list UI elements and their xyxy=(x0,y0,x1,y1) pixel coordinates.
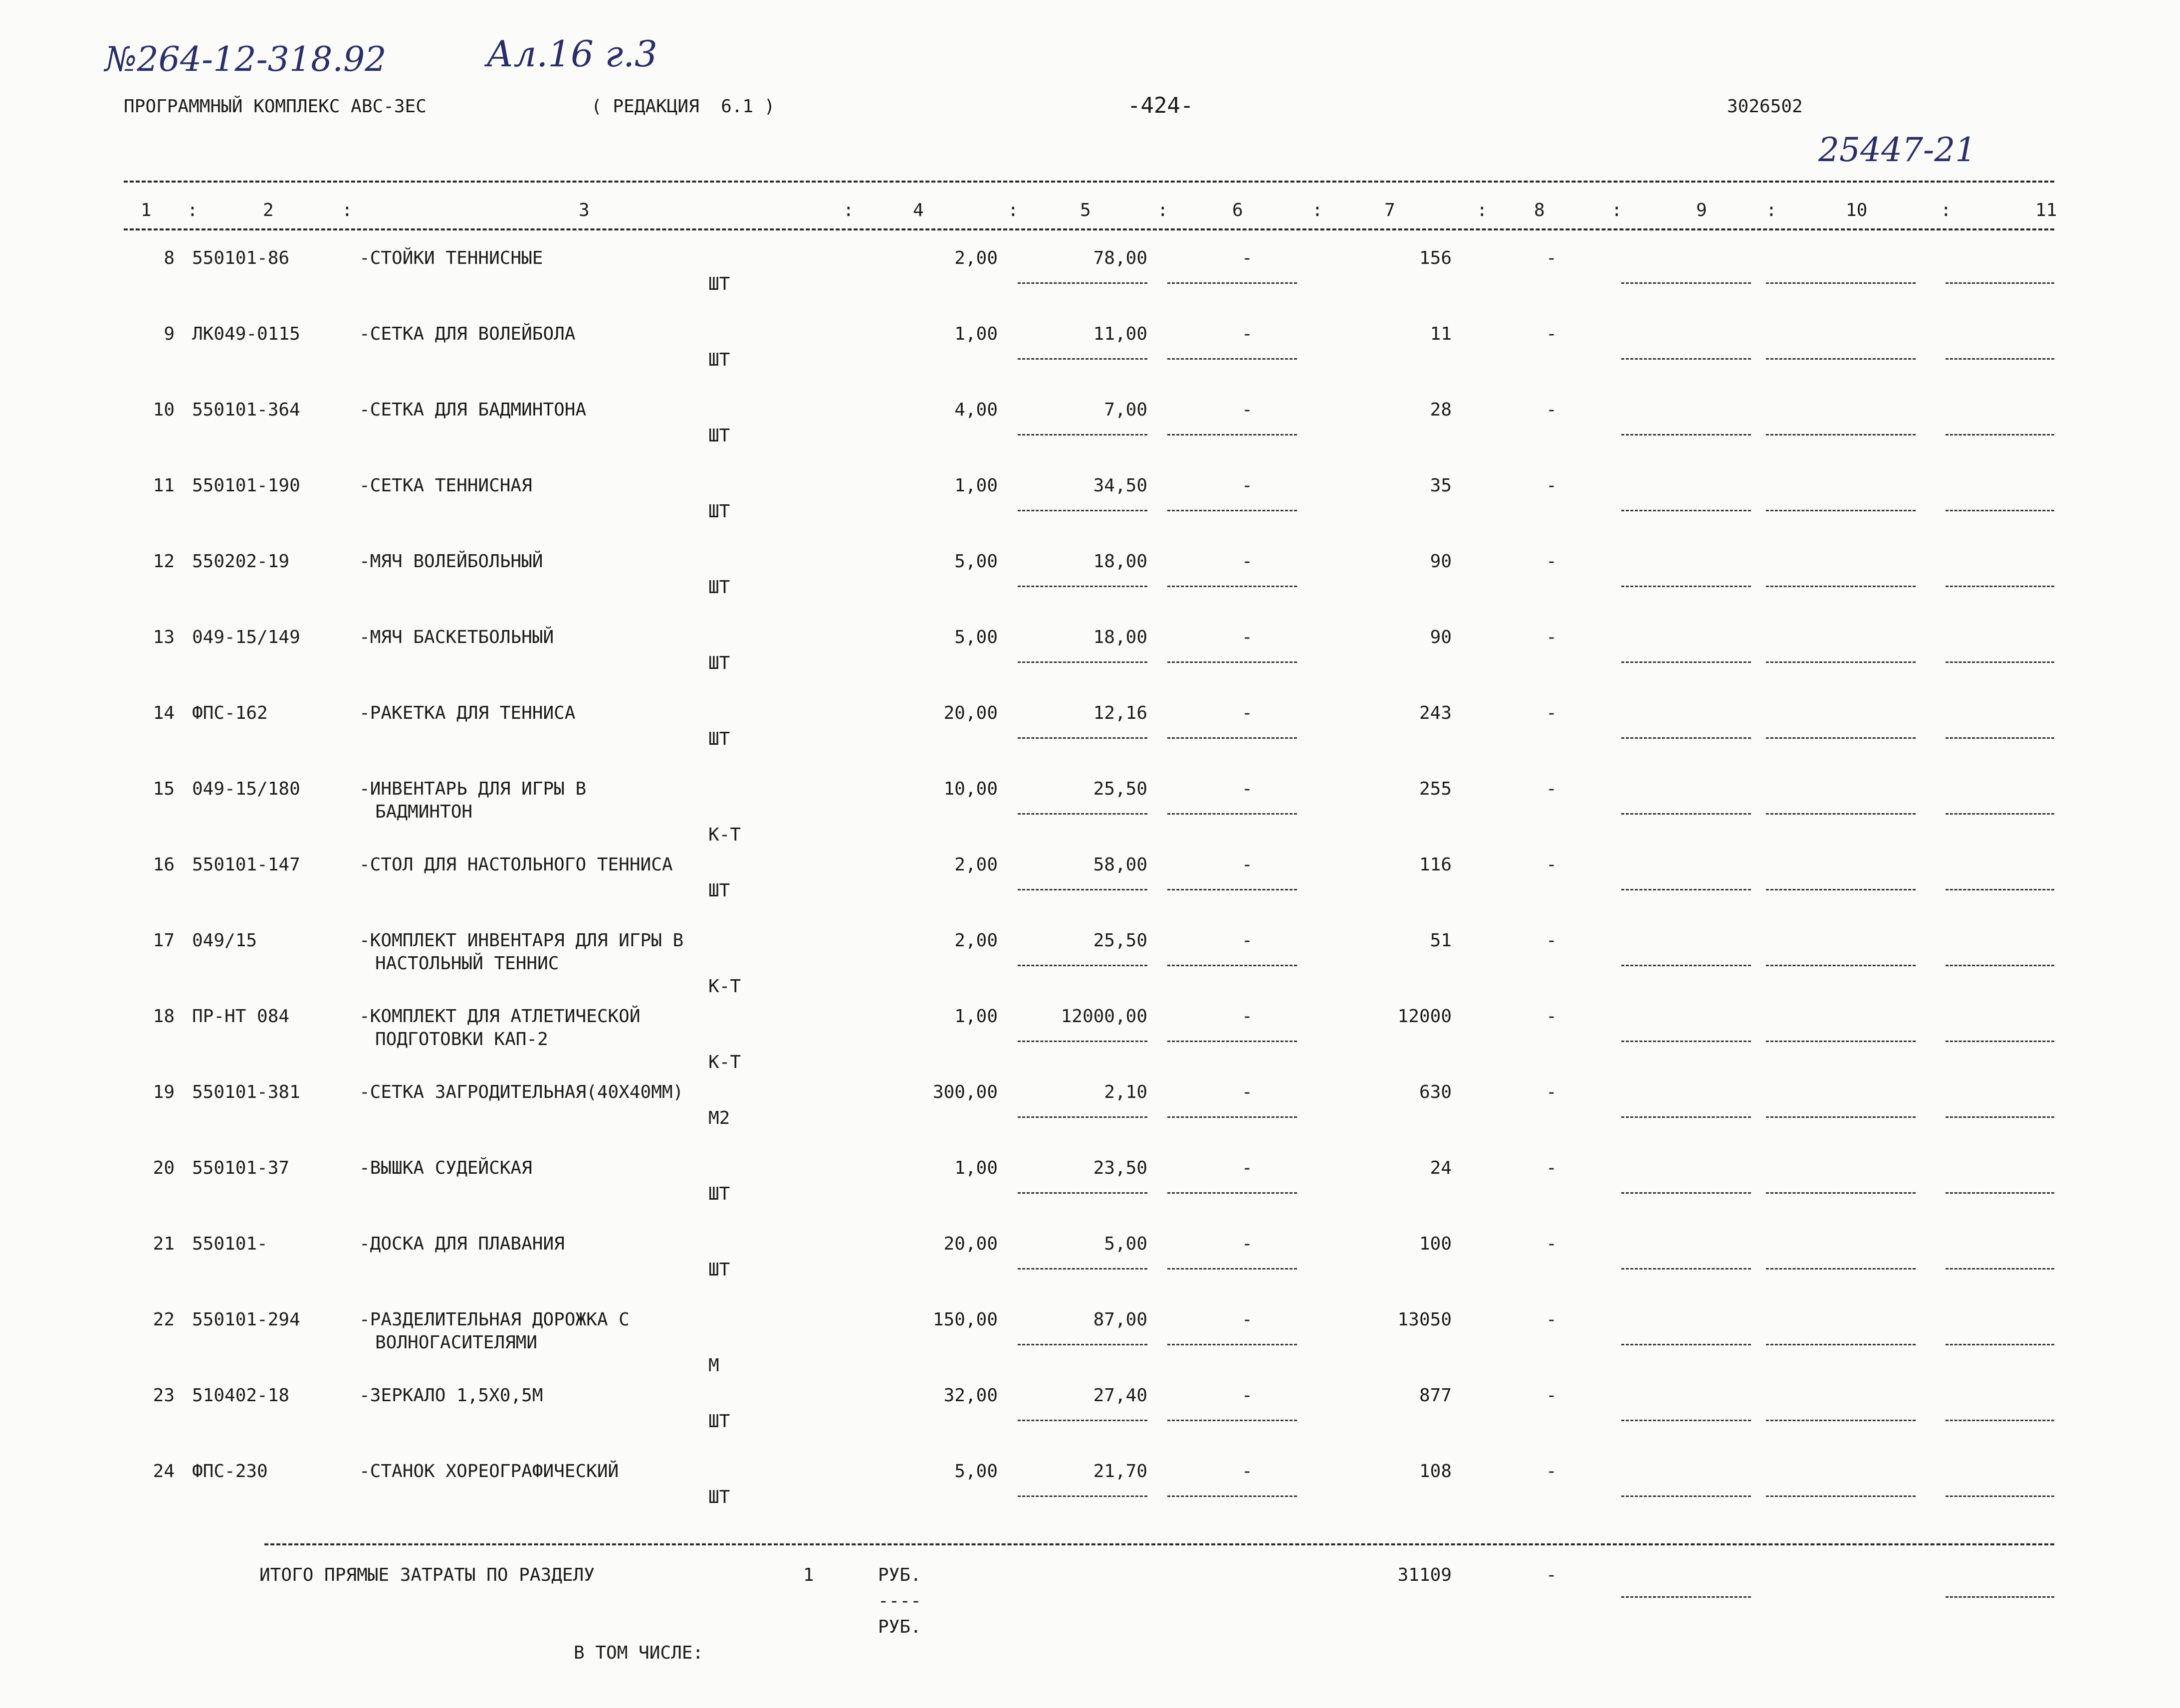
row-name: -КОМПЛЕКТ ДЛЯ АТЛЕТИЧЕСКОЙ xyxy=(359,1006,641,1027)
row-number: 13 xyxy=(153,627,175,647)
totals-section: 1 xyxy=(803,1565,814,1585)
row-quantity: 5,00 xyxy=(954,627,998,647)
row-code: 550101-37 xyxy=(192,1158,290,1178)
row-underline xyxy=(1766,661,1916,663)
row-col8: - xyxy=(1546,854,1557,875)
column-header-9: 9 xyxy=(1696,200,1707,220)
row-col6: - xyxy=(1242,1309,1253,1330)
row-col8: - xyxy=(1546,703,1557,723)
row-name: -СЕТКА ТЕННИСНАЯ xyxy=(359,475,532,496)
row-col8: - xyxy=(1546,1006,1557,1027)
row-name: -РАЗДЕЛИТЕЛЬНАЯ ДОРОЖКА С xyxy=(359,1309,630,1330)
row-underline xyxy=(1018,358,1147,360)
row-price: 2,10 xyxy=(1104,1082,1147,1102)
row-underline xyxy=(1621,586,1751,587)
column-separator: : xyxy=(1157,200,1168,220)
handwritten-order-number: №264-12-318.92 xyxy=(105,40,387,79)
row-quantity: 5,00 xyxy=(954,1461,998,1482)
row-name: -СЕТКА ДЛЯ БАДМИНТОНА xyxy=(359,400,587,420)
row-number: 9 xyxy=(164,324,175,344)
row-quantity: 1,00 xyxy=(954,1006,998,1027)
row-underline xyxy=(1621,434,1751,435)
row-total: 11 xyxy=(1430,324,1452,344)
row-underline xyxy=(1018,889,1147,890)
row-quantity: 1,00 xyxy=(954,1158,998,1178)
row-underline xyxy=(1621,661,1751,663)
row-unit: ШТ xyxy=(708,729,730,749)
totals-col9-rule xyxy=(1621,1596,1751,1598)
column-separator: : xyxy=(1766,200,1777,220)
row-code: ФПС-230 xyxy=(192,1461,268,1482)
row-underline xyxy=(1766,737,1916,739)
row-underline xyxy=(1766,1041,1916,1042)
row-underline xyxy=(1167,1041,1297,1042)
row-quantity: 2,00 xyxy=(954,854,998,875)
row-price: 25,50 xyxy=(1093,779,1147,799)
handwritten-stamp-number: 25447-21 xyxy=(1818,131,1976,169)
row-underline xyxy=(1946,1344,2054,1345)
row-quantity: 300,00 xyxy=(932,1082,998,1102)
row-name: -МЯЧ ВОЛЕЙБОЛЬНЫЙ xyxy=(359,551,543,572)
row-underline xyxy=(1766,965,1916,966)
row-quantity: 4,00 xyxy=(954,400,998,420)
row-number: 22 xyxy=(153,1309,175,1330)
row-col6: - xyxy=(1242,1082,1253,1102)
row-unit: M2 xyxy=(708,1108,730,1128)
row-col6: - xyxy=(1242,551,1253,572)
row-price: 5,00 xyxy=(1104,1234,1147,1254)
row-code: 550101-364 xyxy=(192,400,300,420)
row-unit: ШТ xyxy=(708,501,730,522)
row-underline xyxy=(1018,1420,1147,1421)
row-unit: ШТ xyxy=(708,426,730,446)
row-total: 90 xyxy=(1430,627,1452,647)
row-col6: - xyxy=(1242,779,1253,799)
row-quantity: 20,00 xyxy=(943,1234,998,1254)
document-code: 3026502 xyxy=(1727,96,1803,117)
row-underline xyxy=(1621,889,1751,890)
row-underline xyxy=(1946,1420,2054,1421)
handwritten-album: Ал.16 г.3 xyxy=(486,33,657,75)
row-price: 11,00 xyxy=(1093,324,1147,344)
row-underline xyxy=(1621,965,1751,966)
row-underline xyxy=(1621,1344,1751,1345)
column-separator: : xyxy=(1941,200,1952,220)
row-underline xyxy=(1946,889,2054,890)
row-col6: - xyxy=(1242,1234,1253,1254)
row-total: 24 xyxy=(1430,1158,1452,1178)
row-number: 11 xyxy=(153,475,175,496)
row-underline xyxy=(1621,1041,1751,1042)
totals-col11-rule xyxy=(1946,1596,2054,1598)
row-underline xyxy=(1766,434,1916,435)
row-underline xyxy=(1167,1420,1297,1421)
row-underline xyxy=(1167,737,1297,739)
row-col6: - xyxy=(1242,854,1253,875)
row-name: -СЕТКА ЗАГРОДИТЕЛЬНАЯ(40X40MM) xyxy=(359,1082,684,1102)
row-quantity: 1,00 xyxy=(954,324,998,344)
row-col8: - xyxy=(1546,400,1557,420)
row-underline xyxy=(1946,358,2054,360)
row-underline xyxy=(1766,813,1916,815)
row-name: БАДМИНТОН xyxy=(375,802,473,822)
row-underline xyxy=(1946,1116,2054,1118)
totals-col8: - xyxy=(1546,1565,1557,1585)
row-unit: ШТ xyxy=(708,350,730,370)
row-unit: ШТ xyxy=(708,1260,730,1280)
row-underline xyxy=(1946,586,2054,587)
row-underline xyxy=(1766,358,1916,360)
column-header-11: 11 xyxy=(2035,200,2057,220)
row-col8: - xyxy=(1546,1158,1557,1178)
row-number: 21 xyxy=(153,1234,175,1254)
row-underline xyxy=(1167,889,1297,890)
row-underline xyxy=(1946,510,2054,511)
row-name: ВОЛНОГАСИТЕЛЯМИ xyxy=(375,1332,538,1353)
row-quantity: 32,00 xyxy=(943,1385,998,1406)
row-underline xyxy=(1018,813,1147,815)
row-underline xyxy=(1018,661,1147,663)
row-number: 19 xyxy=(153,1082,175,1102)
row-unit: М xyxy=(708,1355,719,1376)
row-price: 7,00 xyxy=(1104,400,1147,420)
totals-label: ИТОГО ПРЯМЫЕ ЗАТРАТЫ ПО РАЗДЕЛУ xyxy=(259,1565,595,1585)
row-price: 27,40 xyxy=(1093,1385,1147,1406)
row-underline xyxy=(1621,737,1751,739)
row-number: 15 xyxy=(153,779,175,799)
row-underline xyxy=(1946,434,2054,435)
row-number: 12 xyxy=(153,551,175,572)
column-separator: : xyxy=(1611,200,1622,220)
row-underline xyxy=(1766,1495,1916,1497)
column-separator: : xyxy=(1477,200,1488,220)
row-unit: ШТ xyxy=(708,274,730,294)
row-underline xyxy=(1167,965,1297,966)
row-col6: - xyxy=(1242,400,1253,420)
row-name: -ЗЕРКАЛО 1,5X0,5M xyxy=(359,1385,543,1406)
row-code: 049/15 xyxy=(192,930,257,951)
row-quantity: 5,00 xyxy=(954,551,998,572)
row-total: 243 xyxy=(1419,703,1452,723)
row-underline xyxy=(1167,434,1297,435)
row-total: 116 xyxy=(1419,854,1452,875)
row-code: 510402-18 xyxy=(192,1385,290,1406)
row-underline xyxy=(1167,1344,1297,1345)
row-underline xyxy=(1167,661,1297,663)
row-underline xyxy=(1766,1344,1916,1345)
row-unit: К-Т xyxy=(708,825,741,845)
row-col6: - xyxy=(1242,1461,1253,1482)
column-header-6: 6 xyxy=(1232,200,1243,220)
row-underline xyxy=(1621,1420,1751,1421)
row-number: 10 xyxy=(153,400,175,420)
row-col6: - xyxy=(1242,248,1253,268)
row-underline xyxy=(1167,1495,1297,1497)
totals-currency-2: РУБ. xyxy=(878,1617,921,1637)
row-unit: К-Т xyxy=(708,1052,741,1072)
row-name: -СТОЛ ДЛЯ НАСТОЛЬНОГО ТЕННИСА xyxy=(359,854,673,875)
row-name: -СТОЙКИ ТЕННИСНЫЕ xyxy=(359,248,543,268)
row-number: 23 xyxy=(153,1385,175,1406)
column-header-7: 7 xyxy=(1384,200,1395,220)
row-quantity: 20,00 xyxy=(943,703,998,723)
row-underline xyxy=(1946,737,2054,739)
row-underline xyxy=(1766,889,1916,890)
row-code: ПР-НТ 084 xyxy=(192,1006,290,1027)
row-code: 049-15/149 xyxy=(192,627,300,647)
row-underline xyxy=(1621,1495,1751,1497)
row-price: 34,50 xyxy=(1093,475,1147,496)
row-total: 630 xyxy=(1419,1082,1452,1102)
row-price: 25,50 xyxy=(1093,930,1147,951)
row-name: -ВЫШКА СУДЕЙСКАЯ xyxy=(359,1158,532,1178)
row-underline xyxy=(1018,1495,1147,1497)
row-underline xyxy=(1766,586,1916,587)
row-total: 156 xyxy=(1419,248,1452,268)
row-code: ЛК049-0115 xyxy=(192,324,300,344)
row-underline xyxy=(1167,1268,1297,1270)
row-underline xyxy=(1766,510,1916,511)
row-col8: - xyxy=(1546,1385,1557,1406)
row-underline xyxy=(1946,282,2054,284)
row-total: 100 xyxy=(1419,1234,1452,1254)
row-unit: ШТ xyxy=(708,653,730,673)
program-edition: ( РЕДАКЦИЯ 6.1 ) xyxy=(591,96,775,117)
row-col6: - xyxy=(1242,1158,1253,1178)
row-underline xyxy=(1018,586,1147,587)
row-col6: - xyxy=(1242,475,1253,496)
row-code: 550101- xyxy=(192,1234,268,1254)
row-total: 90 xyxy=(1430,551,1452,572)
row-underline xyxy=(1018,1116,1147,1118)
row-name: -СТАНОК ХОРЕОГРАФИЧЕСКИЙ xyxy=(359,1461,619,1482)
row-underline xyxy=(1946,661,2054,663)
row-price: 12000,00 xyxy=(1061,1006,1147,1027)
row-underline xyxy=(1946,1041,2054,1042)
row-name: ПОДГОТОВКИ КАП-2 xyxy=(375,1029,548,1050)
row-number: 14 xyxy=(153,703,175,723)
column-header-3: 3 xyxy=(579,200,590,220)
row-total: 108 xyxy=(1419,1461,1452,1482)
row-total: 877 xyxy=(1419,1385,1452,1406)
row-name: -ИНВЕНТАРЬ ДЛЯ ИГРЫ В xyxy=(359,779,587,799)
row-col8: - xyxy=(1546,551,1557,572)
row-underline xyxy=(1621,1192,1751,1194)
row-underline xyxy=(1167,813,1297,815)
row-underline xyxy=(1167,1192,1297,1194)
row-number: 20 xyxy=(153,1158,175,1178)
row-col8: - xyxy=(1546,930,1557,951)
row-underline xyxy=(1946,813,2054,815)
row-total: 255 xyxy=(1419,779,1452,799)
row-underline xyxy=(1018,1268,1147,1270)
row-underline xyxy=(1621,1116,1751,1118)
column-header-8: 8 xyxy=(1534,200,1545,220)
row-name: -РАКЕТКА ДЛЯ ТЕННИСА xyxy=(359,703,576,723)
row-total: 51 xyxy=(1430,930,1452,951)
row-price: 18,00 xyxy=(1093,627,1147,647)
row-underline xyxy=(1018,1344,1147,1345)
row-price: 58,00 xyxy=(1093,854,1147,875)
row-col8: - xyxy=(1546,475,1557,496)
row-underline xyxy=(1018,1041,1147,1042)
column-header-4: 4 xyxy=(913,200,924,220)
row-code: 550101-86 xyxy=(192,248,290,268)
column-header-2: 2 xyxy=(263,200,274,220)
row-quantity: 2,00 xyxy=(954,930,998,951)
column-separator: : xyxy=(843,200,854,220)
row-quantity: 10,00 xyxy=(943,779,998,799)
row-code: 550202-19 xyxy=(192,551,290,572)
row-underline xyxy=(1167,358,1297,360)
row-col8: - xyxy=(1546,1234,1557,1254)
row-name: -ДОСКА ДЛЯ ПЛАВАНИЯ xyxy=(359,1234,565,1254)
row-name: -СЕТКА ДЛЯ ВОЛЕЙБОЛА xyxy=(359,324,576,344)
row-price: 18,00 xyxy=(1093,551,1147,572)
totals-rule xyxy=(264,1543,2054,1545)
row-number: 17 xyxy=(153,930,175,951)
row-col6: - xyxy=(1242,1006,1253,1027)
row-underline xyxy=(1946,965,2054,966)
row-underline xyxy=(1621,1268,1751,1270)
row-quantity: 2,00 xyxy=(954,248,998,268)
row-col8: - xyxy=(1546,627,1557,647)
header-rule-top xyxy=(124,181,2054,183)
row-underline xyxy=(1621,510,1751,511)
column-header-10: 10 xyxy=(1846,200,1868,220)
column-separator: : xyxy=(342,200,353,220)
row-code: ФПС-162 xyxy=(192,703,268,723)
row-underline xyxy=(1946,1495,2054,1497)
row-col8: - xyxy=(1546,779,1557,799)
column-header-5: 5 xyxy=(1080,200,1091,220)
row-price: 12,16 xyxy=(1093,703,1147,723)
row-code: 550101-294 xyxy=(192,1309,300,1330)
row-underline xyxy=(1018,434,1147,435)
row-code: 550101-190 xyxy=(192,475,300,496)
row-name: -КОМПЛЕКТ ИНВЕНТАРЯ ДЛЯ ИГРЫ В xyxy=(359,930,684,951)
totals-amount: 31109 xyxy=(1397,1565,1452,1585)
row-underline xyxy=(1946,1268,2054,1270)
totals-including: В ТОМ ЧИСЛЕ: xyxy=(574,1643,704,1663)
row-total: 13050 xyxy=(1397,1309,1452,1330)
page-number: -424- xyxy=(1127,93,1194,118)
row-col8: - xyxy=(1546,1082,1557,1102)
row-underline xyxy=(1167,282,1297,284)
row-underline xyxy=(1946,1192,2054,1194)
row-underline xyxy=(1766,282,1916,284)
row-underline xyxy=(1621,813,1751,815)
row-unit: ШТ xyxy=(708,577,730,598)
row-unit: ШТ xyxy=(708,880,730,901)
row-quantity: 150,00 xyxy=(932,1309,998,1330)
row-col6: - xyxy=(1242,324,1253,344)
row-underline xyxy=(1167,510,1297,511)
row-total: 35 xyxy=(1430,475,1452,496)
row-underline xyxy=(1018,737,1147,739)
column-header-1: 1 xyxy=(141,200,152,220)
row-code: 550101-147 xyxy=(192,854,300,875)
column-separator: : xyxy=(1008,200,1019,220)
row-unit: ШТ xyxy=(708,1487,730,1507)
column-separator: : xyxy=(1312,200,1323,220)
row-number: 8 xyxy=(164,248,175,268)
row-underline xyxy=(1167,1116,1297,1118)
row-underline xyxy=(1018,1192,1147,1194)
header-rule-bottom xyxy=(124,228,2054,230)
row-underline xyxy=(1766,1192,1916,1194)
program-title: ПРОГРАММНЫЙ КОМПЛЕКС АВС-3ЕС xyxy=(124,96,427,117)
row-price: 87,00 xyxy=(1093,1309,1147,1330)
row-unit: К-Т xyxy=(708,976,741,997)
totals-currency: РУБ. xyxy=(878,1565,921,1585)
row-code: 049-15/180 xyxy=(192,779,300,799)
row-underline xyxy=(1018,965,1147,966)
row-underline xyxy=(1167,586,1297,587)
row-col8: - xyxy=(1546,248,1557,268)
row-number: 18 xyxy=(153,1006,175,1027)
row-total: 28 xyxy=(1430,400,1452,420)
row-unit: ШТ xyxy=(708,1184,730,1204)
row-unit: ШТ xyxy=(708,1411,730,1432)
row-price: 23,50 xyxy=(1093,1158,1147,1178)
row-col8: - xyxy=(1546,324,1557,344)
row-col6: - xyxy=(1242,930,1253,951)
row-underline xyxy=(1621,282,1751,284)
row-col8: - xyxy=(1546,1309,1557,1330)
row-col6: - xyxy=(1242,1385,1253,1406)
row-underline xyxy=(1766,1420,1916,1421)
row-underline xyxy=(1766,1268,1916,1270)
row-underline xyxy=(1018,510,1147,511)
row-underline xyxy=(1766,1116,1916,1118)
row-price: 78,00 xyxy=(1093,248,1147,268)
row-col6: - xyxy=(1242,627,1253,647)
row-number: 24 xyxy=(153,1461,175,1482)
row-underline xyxy=(1018,282,1147,284)
totals-separator: ---- xyxy=(878,1591,921,1611)
column-separator: : xyxy=(187,200,198,220)
row-name: НАСТОЛЬНЫЙ ТЕННИС xyxy=(375,953,559,974)
row-col6: - xyxy=(1242,703,1253,723)
row-code: 550101-381 xyxy=(192,1082,300,1102)
row-underline xyxy=(1621,358,1751,360)
row-col8: - xyxy=(1546,1461,1557,1482)
row-total: 12000 xyxy=(1397,1006,1452,1027)
row-quantity: 1,00 xyxy=(954,475,998,496)
row-price: 21,70 xyxy=(1093,1461,1147,1482)
row-number: 16 xyxy=(153,854,175,875)
row-name: -МЯЧ БАСКЕТБОЛЬНЫЙ xyxy=(359,627,554,647)
